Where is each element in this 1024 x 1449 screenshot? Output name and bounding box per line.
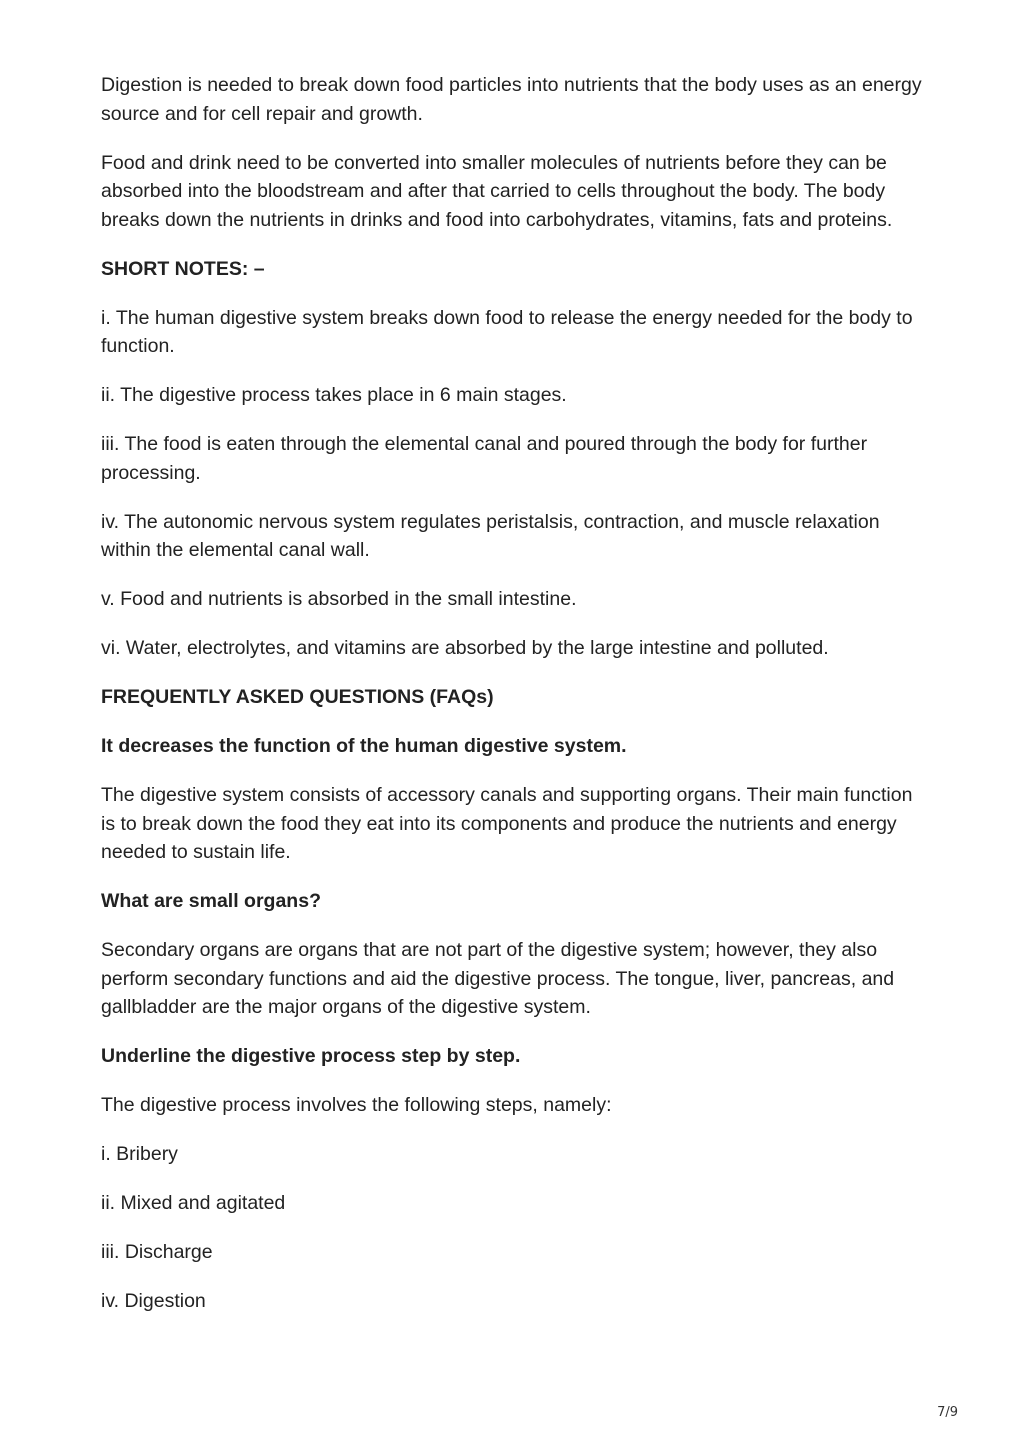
list-item: iv. Digestion <box>101 1290 206 1312</box>
section-heading: SHORT NOTES: – <box>101 257 265 280</box>
list-item: i. The human digestive system breaks down food to release the energy needed for the body to function. <box>101 306 913 357</box>
list-item: iv. The autonomic nervous system regulates peristalsis, contraction, and muscle relaxation within the elemental canal wall. <box>101 510 880 561</box>
list-item: iii. Discharge <box>101 1241 213 1263</box>
faq-answer: Secondary organs are organs that are not part of the digestive system; however, they also perform secondary functions and aid the digestive process. The tongue, liver, pancreas, and gallbladder are the major organs of the digestive system. <box>101 939 895 1018</box>
page-number: 7/9 <box>937 1405 958 1420</box>
document-body <box>101 71 931 1336</box>
list-item: vi. Water, electrolytes, and vitamins are absorbed by the large intestine and polluted. <box>101 637 829 659</box>
list-item: i. Bribery <box>101 1143 178 1165</box>
list-item: ii. Mixed and agitated <box>101 1192 286 1214</box>
list-item: ii. The digestive process takes place in 6 main stages. <box>101 384 567 406</box>
section-heading: FREQUENTLY ASKED QUESTIONS (FAQs) <box>101 686 494 708</box>
faq-answer: The digestive system consists of accessory canals and supporting organs. Their main function is to break down the food they eat into its components and produce the nutrients and energy needed to sustain life. <box>101 784 913 863</box>
list-item: v. Food and nutrients is absorbed in the small intestine. <box>101 588 577 610</box>
list-item: iii. The food is eaten through the elemental canal and poured through the body for further processing. <box>101 433 868 484</box>
faq-answer: The digestive process involves the following steps, namely: <box>101 1094 612 1116</box>
faq-question: Underline the digestive process step by step. <box>101 1045 521 1067</box>
faq-question: It decreases the function of the human digestive system. <box>101 735 627 757</box>
paragraph: Food and drink need to be converted into smaller molecules of nutrients before they can be absorbed into the bloodstream and after that carried to cells throughout the body. The body breaks down the nutrients in drinks and food into carbohydrates, vitamins, fats and proteins. <box>101 151 893 231</box>
faq-question: What are small organs? <box>101 890 321 912</box>
paragraph: Digestion is needed to break down food particles into nutrients that the body uses as an energy source and for cell repair and growth. <box>101 74 922 125</box>
